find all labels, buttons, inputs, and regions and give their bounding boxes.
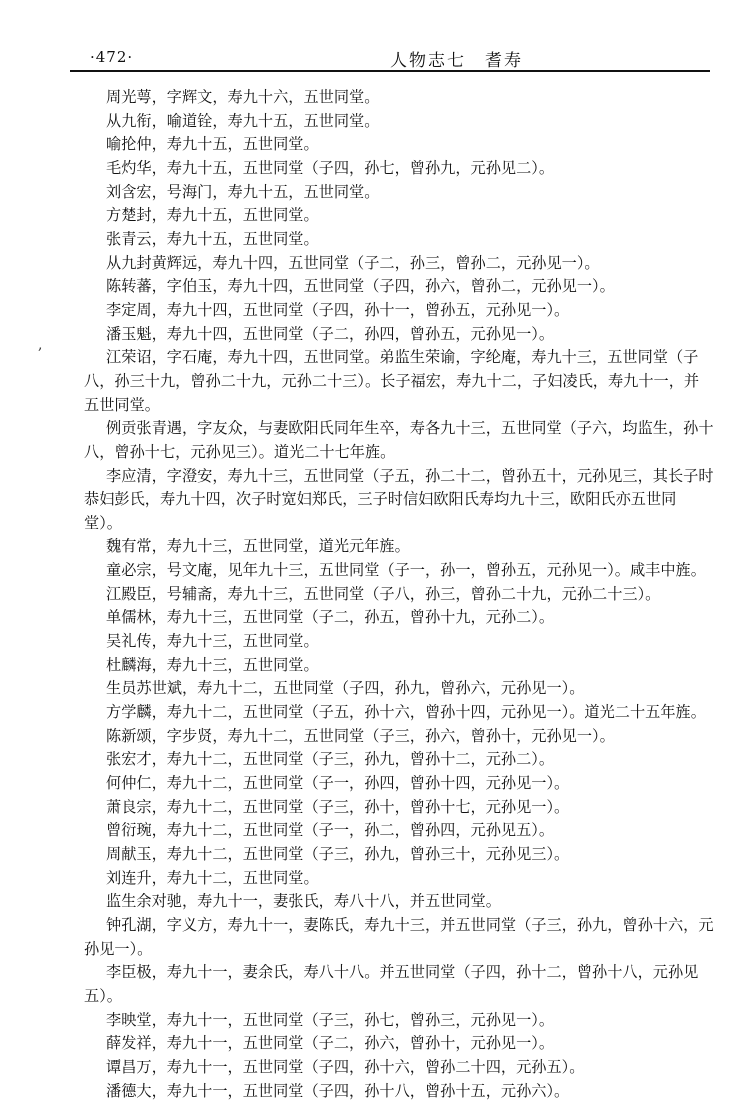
list-item: 钟孔湖，字义方，寿九十一，妻陈氏，寿九十三，并五世同堂（子三，孙九，曾孙十六，元孙见一）。	[84, 915, 714, 958]
list-item: 张宏才，寿九十二，五世同堂（子三，孙九，曾孙十二，元孙二）。	[106, 750, 555, 769]
list-item: 何仲仁，寿九十二，五世同堂（子一，孙四，曾孙十四，元孙见一）。	[106, 774, 570, 793]
list-item: 薛发祥，寿九十一，五世同堂（子二，孙六，曾孙十，元孙见一）。	[106, 1034, 555, 1053]
scan-speck-mark: ,	[38, 337, 43, 353]
list-item: 周献玉，寿九十二，五世同堂（子三，孙九，曾孙三十，元孙见三）。	[106, 845, 570, 863]
list-item: 张青云，寿九十五，五世同堂。	[106, 229, 319, 248]
list-item: 江殿臣，号辅斋，寿九十三，五世同堂（子八，孙三，曾孙二十九，元孙二十三）。	[106, 584, 661, 603]
running-title: 人物志七 耆寿	[390, 51, 523, 71]
list-item: 例贡张青遇，字友众，与妻欧阳氏同年生卒，寿各九十三，五世同堂（子六，均监生，孙十八，曾孙十七，元孙见三）。道光二十七年旌。	[84, 419, 714, 461]
list-item: 刘含宏，号海门，寿九十五，五世同堂。	[106, 182, 380, 201]
list-item: 曾衍琬，寿九十二，五世同堂（子一，孙二，曾孙四，元孙见五）。	[106, 821, 555, 840]
list-item: 李臣极，寿九十一，妻余氏，寿八十八。并五世同堂（子四，孙十二，曾孙十八，元孙见五）。	[84, 963, 699, 1005]
list-item: 陈新颂，字步贤，寿九十二，五世同堂（子三，孙六，曾孙十，元孙见一）。	[106, 726, 615, 745]
list-item: 方楚封，寿九十五，五世同堂。	[106, 206, 319, 225]
page-number: ·472·	[90, 48, 134, 66]
biography-list	[84, 86, 714, 1103]
list-item: 李定周，寿九十四，五世同堂（子四，孙十一，曾孙五，元孙见一）。	[106, 300, 570, 319]
list-item: 李映堂，寿九十一，五世同堂（子三，孙七，曾孙三，元孙见一）。	[106, 1010, 555, 1029]
list-item: 吴礼传，寿九十三，五世同堂。	[106, 632, 319, 651]
list-item: 从九衔，喻道铨，寿九十五，五世同堂。	[106, 111, 380, 130]
list-item: 谭昌万，寿九十一，五世同堂（子四，孙十六，曾孙二十四，元孙五）。	[106, 1057, 585, 1076]
list-item: 单儒林，寿九十三，五世同堂（子二，孙五，曾孙十九，元孙二）。	[106, 608, 555, 627]
list-item: 监生余对驰，寿九十一，妻张氏，寿八十八，并五世同堂。	[106, 892, 501, 911]
list-item: 毛灼华，寿九十五，五世同堂（子四，孙七，曾孙九，元孙见二）。	[106, 158, 555, 177]
list-item: 喻抡仲，寿九十五，五世同堂。	[106, 135, 319, 154]
list-item: 萧良宗，寿九十二，五世同堂（子三，孙十，曾孙十七，元孙见一）。	[106, 797, 570, 816]
list-item: 李应清，字澄安，寿九十三，五世同堂（子五，孙二十二，曾孙五十，元孙见三，其长子时恭妇彭氏，寿九十四，次子时宽妇郑氏，三子时信妇欧阳氏寿均九十三，欧阳氏亦五世同堂）。	[84, 466, 714, 532]
list-item: 潘玉魁，寿九十四，五世同堂（子二，孙四，曾孙五，元孙见一）。	[106, 324, 555, 343]
list-item: 陈转蕃，字伯玉，寿九十四，五世同堂（子四，孙六，曾孙二，元孙见一）。	[106, 277, 615, 296]
list-item: 魏有常，寿九十三，五世同堂，道光元年旌。	[106, 537, 410, 556]
list-item: 潘德大，寿九十一，五世同堂（子四，孙十八，曾孙十五，元孙六）。	[106, 1081, 570, 1100]
list-item: 从九封黄辉远，寿九十四，五世同堂（子二，孙三，曾孙二，元孙见一）。	[106, 253, 600, 272]
list-item: 童必宗，号文庵，见年九十三，五世同堂（子一，孙一，曾孙五，元孙见一）。咸丰中旌。	[106, 561, 706, 580]
list-item: 江荣诏，字石庵，寿九十四，五世同堂。弟监生荣谕，字纶庵，寿九十三，五世同堂（子八，孙三十九，曾孙二十九，元孙二十三）。长子福宏，寿九十二，子妇凌氏，寿九十一，并五世同堂。	[84, 348, 700, 414]
list-item: 刘连升，寿九十二，五世同堂。	[106, 868, 319, 887]
list-item: 周光萼，字辉文，寿九十六，五世同堂。	[106, 88, 380, 106]
list-item: 方学麟，寿九十二，五世同堂（子五，孙十六，曾孙十四，元孙见一）。道光二十五年旌。	[106, 703, 706, 722]
list-item: 杜麟海，寿九十三，五世同堂。	[106, 655, 319, 674]
list-item: 生员苏世斌，寿九十二，五世同堂（子四，孙九，曾孙六，元孙见一）。	[106, 679, 585, 698]
page-header	[70, 40, 710, 72]
